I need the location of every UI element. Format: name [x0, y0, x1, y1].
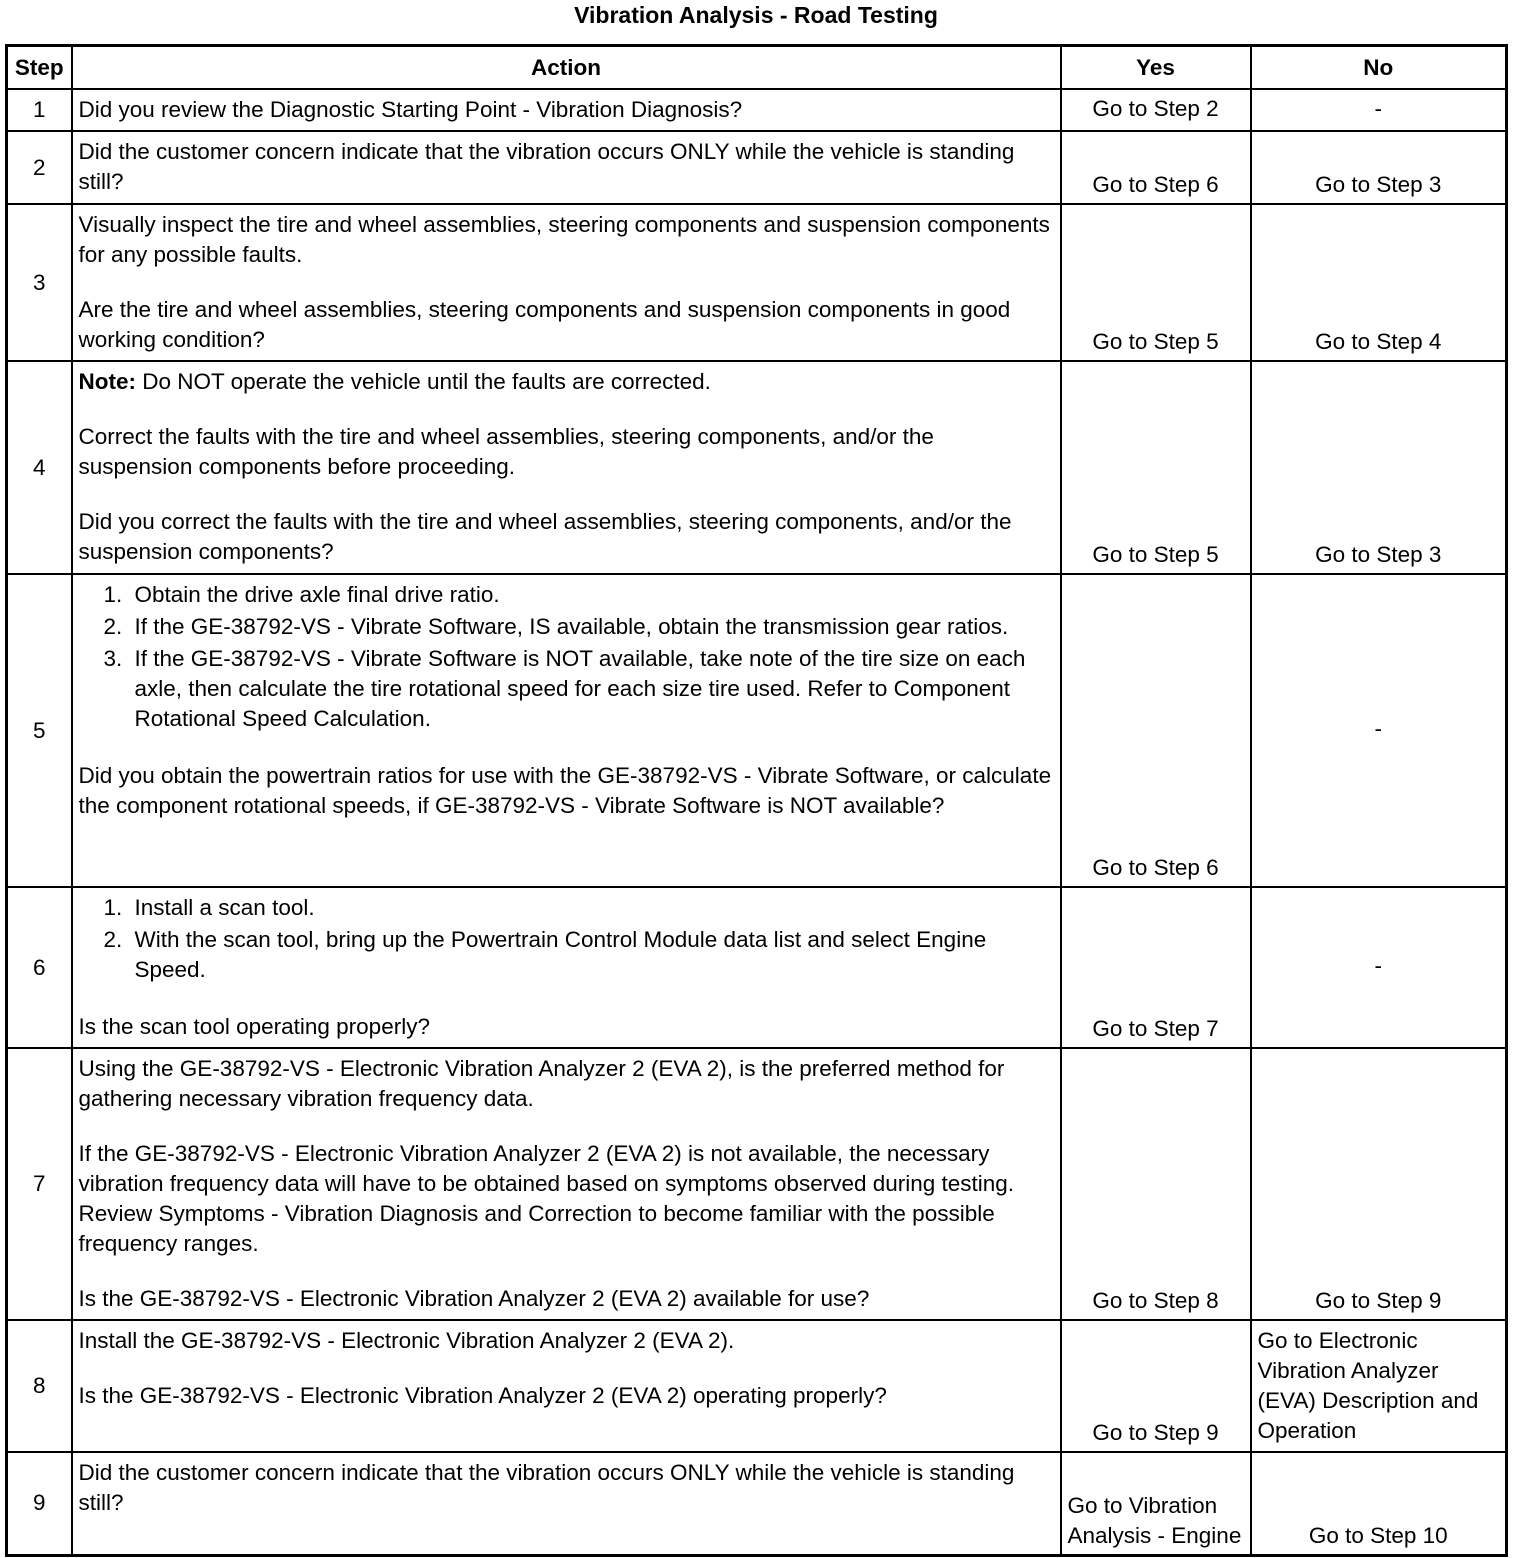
table-row — [7, 361, 1507, 574]
table-row — [7, 89, 1507, 131]
note-label: Note: — [78, 369, 136, 394]
table-row — [7, 574, 1507, 887]
list-item: 1. Obtain the drive axle final drive ratio. — [129, 580, 1054, 610]
action-cell — [72, 131, 1061, 204]
header-no: No — [1251, 46, 1507, 90]
action-question: Did you correct the faults with the tire and wheel assemblies, steering components, and/or the suspension components? — [78, 509, 1012, 564]
yes-cell: Go to Step 5 — [1061, 204, 1251, 361]
header-action: Action — [72, 46, 1061, 90]
action-question: Did the customer concern indicate that the vibration occurs ONLY while the vehicle is standing still? — [78, 1460, 1015, 1515]
step-number: 4 — [7, 361, 72, 574]
no-cell: Go to Step 4 — [1251, 204, 1507, 361]
action-question: Did you obtain the powertrain ratios for use with the GE-38792-VS - Vibrate Software, or calculate the component rotational speeds, if GE-38792-VS - Vibrate Software is NOT available? — [78, 763, 1052, 818]
no-cell: Go to Step 9 — [1251, 1048, 1507, 1320]
table-row — [7, 131, 1507, 204]
diagnostic-table — [5, 44, 1508, 1557]
action-question: Did the customer concern indicate that the vibration occurs ONLY while the vehicle is standing still? — [78, 139, 1015, 194]
table-header-row — [7, 46, 1507, 90]
action-instruction: Using the GE-38792-VS - Electronic Vibration Analyzer 2 (EVA 2), is the preferred method for gathering necessary vibration frequency data. — [78, 1056, 1005, 1111]
step-number: 1 — [7, 89, 72, 131]
action-question: Is the GE-38792-VS - Electronic Vibration Analyzer 2 (EVA 2) available for use? — [78, 1286, 870, 1311]
step-number: 9 — [7, 1452, 72, 1555]
list-item: 2. If the GE-38792-VS - Vibrate Software, IS available, obtain the transmission gear ratios. — [129, 612, 1054, 642]
list-item: 1. Install a scan tool. — [129, 893, 1054, 923]
action-instruction: Visually inspect the tire and wheel assemblies, steering components and suspension components for any possible faults. — [78, 212, 1050, 267]
header-yes: Yes — [1061, 46, 1251, 90]
yes-cell: Go to Step 9 — [1061, 1320, 1251, 1452]
note — [79, 367, 1054, 397]
action-cell — [72, 204, 1061, 361]
numbered-list — [79, 893, 1054, 985]
numbered-list — [79, 580, 1054, 734]
page-title: Vibration Analysis - Road Testing — [574, 2, 938, 28]
step-number: 5 — [7, 574, 72, 887]
table-row — [7, 204, 1507, 361]
action-question: Is the scan tool operating properly? — [78, 1014, 430, 1039]
list-item: 3. If the GE-38792-VS - Vibrate Software is NOT available, take note of the tire size on each axle, then calculate the tire rotational speed for each size tire used. Refer to Component Rotational Speed Calculation. — [129, 644, 1054, 734]
step-number: 3 — [7, 204, 72, 361]
yes-cell: Go to Step 6 — [1061, 574, 1251, 887]
note-text: Do NOT operate the vehicle until the faults are corrected. — [136, 369, 711, 394]
table-row — [7, 1452, 1507, 1555]
action-cell — [72, 89, 1061, 131]
step-number: 6 — [7, 887, 72, 1048]
no-cell: - — [1251, 89, 1507, 131]
yes-cell: Go to Step 7 — [1061, 887, 1251, 1048]
action-cell — [72, 1320, 1061, 1452]
yes-cell: Go to Step 2 — [1061, 89, 1251, 131]
no-cell: Go to Electronic Vibration Analyzer (EVA) Description and Operation — [1251, 1320, 1507, 1452]
action-question: Did you review the Diagnostic Starting Point - Vibration Diagnosis? — [78, 97, 743, 122]
action-cell — [72, 1048, 1061, 1320]
no-cell: Go to Step 10 — [1251, 1452, 1507, 1555]
no-cell: - — [1251, 887, 1507, 1048]
yes-cell: Go to Step 6 — [1061, 131, 1251, 204]
step-number: 7 — [7, 1048, 72, 1320]
no-cell: Go to Step 3 — [1251, 131, 1507, 204]
no-cell: - — [1251, 574, 1507, 887]
table-row — [7, 1048, 1507, 1320]
action-cell — [72, 574, 1061, 887]
yes-cell: Go to Step 8 — [1061, 1048, 1251, 1320]
step-number: 2 — [7, 131, 72, 204]
action-question: Are the tire and wheel assemblies, steering components and suspension components in good working condition? — [78, 297, 1011, 352]
header-step: Step — [7, 46, 72, 90]
yes-cell: Go to Step 5 — [1061, 361, 1251, 574]
action-instruction: Correct the faults with the tire and wheel assemblies, steering components, and/or the suspension components before proceeding. — [78, 424, 934, 479]
action-cell — [72, 361, 1061, 574]
yes-cell: Go to Vibration Analysis - Engine — [1061, 1452, 1251, 1555]
action-cell — [72, 887, 1061, 1048]
table-row — [7, 887, 1507, 1048]
action-instruction: If the GE-38792-VS - Electronic Vibration Analyzer 2 (EVA 2) is not available, the necessary vibration frequency data will have to be obtained based on symptoms observed during testing. Review Symptoms - Vibration Diagnosis and Correction to become familiar with the possible frequency ranges. — [78, 1141, 1015, 1256]
step-number: 8 — [7, 1320, 72, 1452]
table-row — [7, 1320, 1507, 1452]
list-item: 2. With the scan tool, bring up the Powertrain Control Module data list and select Engine Speed. — [129, 925, 1054, 985]
no-cell: Go to Step 3 — [1251, 361, 1507, 574]
action-instruction: Install the GE-38792-VS - Electronic Vibration Analyzer 2 (EVA 2). — [78, 1328, 735, 1353]
action-question: Is the GE-38792-VS - Electronic Vibration Analyzer 2 (EVA 2) operating properly? — [78, 1383, 887, 1408]
action-cell — [72, 1452, 1061, 1555]
